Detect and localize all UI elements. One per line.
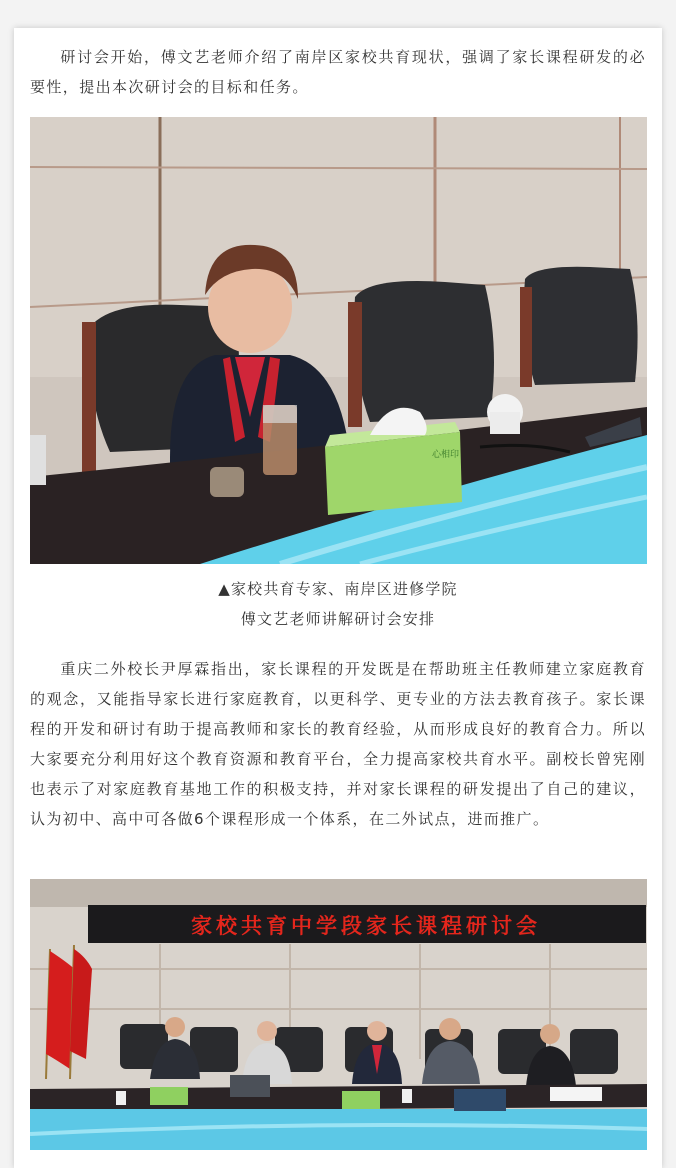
intro-paragraph xyxy=(30,42,646,102)
meeting-photo xyxy=(30,879,647,1150)
banner-title: 家校共育中学段家长课程研讨会 xyxy=(191,914,541,938)
principal-paragraph-text: 重庆二外校长尹厚霖指出，家长课程的开发既是在帮助班主任教师建立家庭教育的观念，又能指导家长进行家庭教育，以更科学、更专业的方法去教育孩子。家长课程的开发和研讨有助于提高教师和家长的教育经验，从而形成良好的教育合力。所以大家要充分利用好这个教育资源和教育平台，全力提高家校共育水平。副校长曾宪刚也表示了对家庭教育基地工作的积极支持，并对家长课程的研发提出了自己的建议，认为初中、高中可各做6个课程形成一个体系，在二外试点，进而推广。 xyxy=(30,660,646,828)
intro-paragraph-text: 研讨会开始，傅文艺老师介绍了南岸区家校共育现状，强调了家长课程研发的必要性，提出本次研讨会的目标和任务。 xyxy=(30,48,646,96)
photo-caption-line1: ▲家校共育专家、南岸区进修学院 xyxy=(218,580,458,598)
tissue-brand: 心相印 xyxy=(432,450,460,460)
speaker-photo xyxy=(30,117,647,564)
photo-caption-line2: 傅文艺老师讲解研讨会安排 xyxy=(240,610,436,628)
article-card xyxy=(14,28,662,1168)
principal-paragraph xyxy=(30,654,646,834)
